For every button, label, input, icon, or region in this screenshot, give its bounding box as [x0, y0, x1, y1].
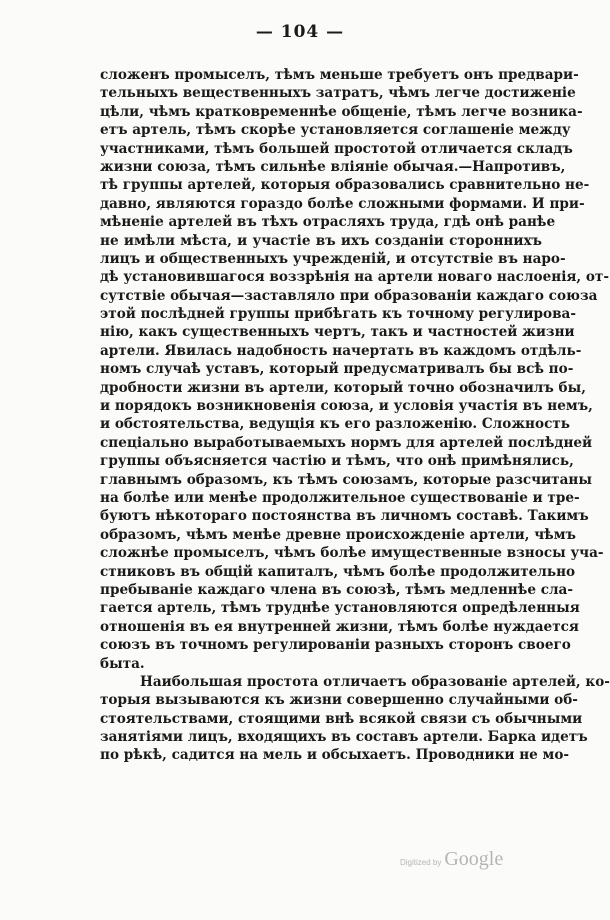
text-line: стоятельствами, стоящими внѣ всякой связи съ обычными	[100, 710, 583, 727]
text-line: этой послѣдней группы прибѣгать къ точному регулирова-	[100, 306, 576, 323]
text-line: буютъ нѣкотораго постоянства въ личномъ составѣ. Такимъ	[100, 508, 589, 525]
text-line: главнымъ образомъ, къ тѣмъ союзамъ, которые разсчитаны	[100, 471, 592, 488]
text-line: дробности жизни въ артели, который точно обозначилъ бы,	[100, 379, 586, 396]
text-line: образомъ, чѣмъ менѣе древне происхожденіе артели, чѣмъ	[100, 526, 576, 543]
text-line: на болѣе или менѣе продолжительное существованіе и тре-	[100, 489, 580, 506]
watermark-brand-logo: Google	[444, 848, 504, 870]
text-line: участниками, тѣмъ большей простотой отличается складъ	[100, 140, 573, 157]
text-line: союзъ въ точномъ регулированіи разныхъ сторонъ своего	[100, 637, 571, 654]
text-line: стниковъ въ общій капиталъ, чѣмъ болѣе продолжительно	[100, 563, 576, 580]
text-line: етъ артель, тѣмъ скорѣе установляется соглашеніе между	[100, 122, 571, 139]
text-line: спеціально выработываемыхъ нормъ для артелей послѣдней	[100, 434, 593, 451]
text-line: и обстоятельства, ведущія къ его разложенію. Сложность	[100, 416, 570, 433]
text-line: жизни союза, тѣмъ сильнѣе вліяніе обычая.—Напротивъ,	[100, 158, 566, 175]
text-line: занятіями лицъ, входящихъ въ составъ артели. Барка идетъ	[100, 729, 588, 746]
text-line: по рѣкѣ, садится на мель и обсыхаетъ. Проводники не мо-	[100, 747, 570, 764]
text-line: и порядокъ возникновенія союза, и условія участія въ немъ,	[100, 398, 593, 415]
text-line: лицъ и общественныхъ учрежденій, и отсутствіе въ наро-	[100, 250, 566, 267]
text-line: артели. Явилась надобность начертать въ каждомъ отдѣль-	[100, 342, 582, 359]
text-line: давно, являются гораздо болѣе сложными формами. И при-	[100, 195, 585, 212]
text-line: пребываніе каждаго члена въ союзѣ, тѣмъ медленнѣе сла-	[100, 581, 574, 598]
text-line: цѣли, чѣмъ кратковременнѣе общеніе, тѣмъ легче возника-	[100, 103, 583, 120]
text-line: отношенія въ ея внутренней жизни, тѣмъ болѣе нуждается	[100, 618, 579, 635]
text-line: торыя вызываются къ жизни совершенно случайными об-	[100, 692, 578, 709]
text-line: сутствіе обычая—заставляло при образованіи каждаго союза	[100, 287, 598, 304]
text-line: дѣ установившагося воззрѣнія на артели новаго наслоенія, от-	[100, 269, 609, 286]
text-line: нію, какъ существенныхъ чертъ, такъ и частностей жизни	[100, 324, 575, 341]
text-line: номъ случаѣ уставъ, который предусматривалъ бы всѣ по-	[100, 361, 574, 378]
text-line: тельныхъ вещественныхъ затратъ, чѣмъ легче достиженіе	[100, 85, 576, 102]
text-line: сложенъ промыселъ, тѣмъ меньше требуетъ онъ предвари-	[100, 67, 579, 83]
text-line: тѣ группы артелей, которыя образовались сравнительно не-	[100, 177, 590, 194]
google-watermark	[400, 848, 503, 871]
text-line: мѣненіе артелей въ тѣхъ отрасляхъ труда, гдѣ онѣ ранѣе	[100, 214, 556, 231]
text-line: не имѣли мѣста, и участіе въ ихъ созданіи стороннихъ	[100, 232, 542, 249]
page-number: — 104 —	[255, 22, 345, 42]
text-line: гается артель, тѣмъ труднѣе установляются опредѣленныя	[100, 600, 580, 617]
paragraph-end-line: быта.	[100, 655, 145, 672]
watermark-digitized-label: Digitized by	[400, 858, 442, 867]
text-line: сложнѣе промыселъ, чѣмъ болѣе имущественные взносы уча-	[100, 545, 604, 562]
body-text	[100, 66, 610, 765]
paragraph-start-line: Наибольшая простота отличаетъ образованіе артелей, ко-	[140, 673, 610, 690]
text-line: группы объясняется частію и тѣмъ, что онѣ примѣнялись,	[100, 453, 574, 470]
